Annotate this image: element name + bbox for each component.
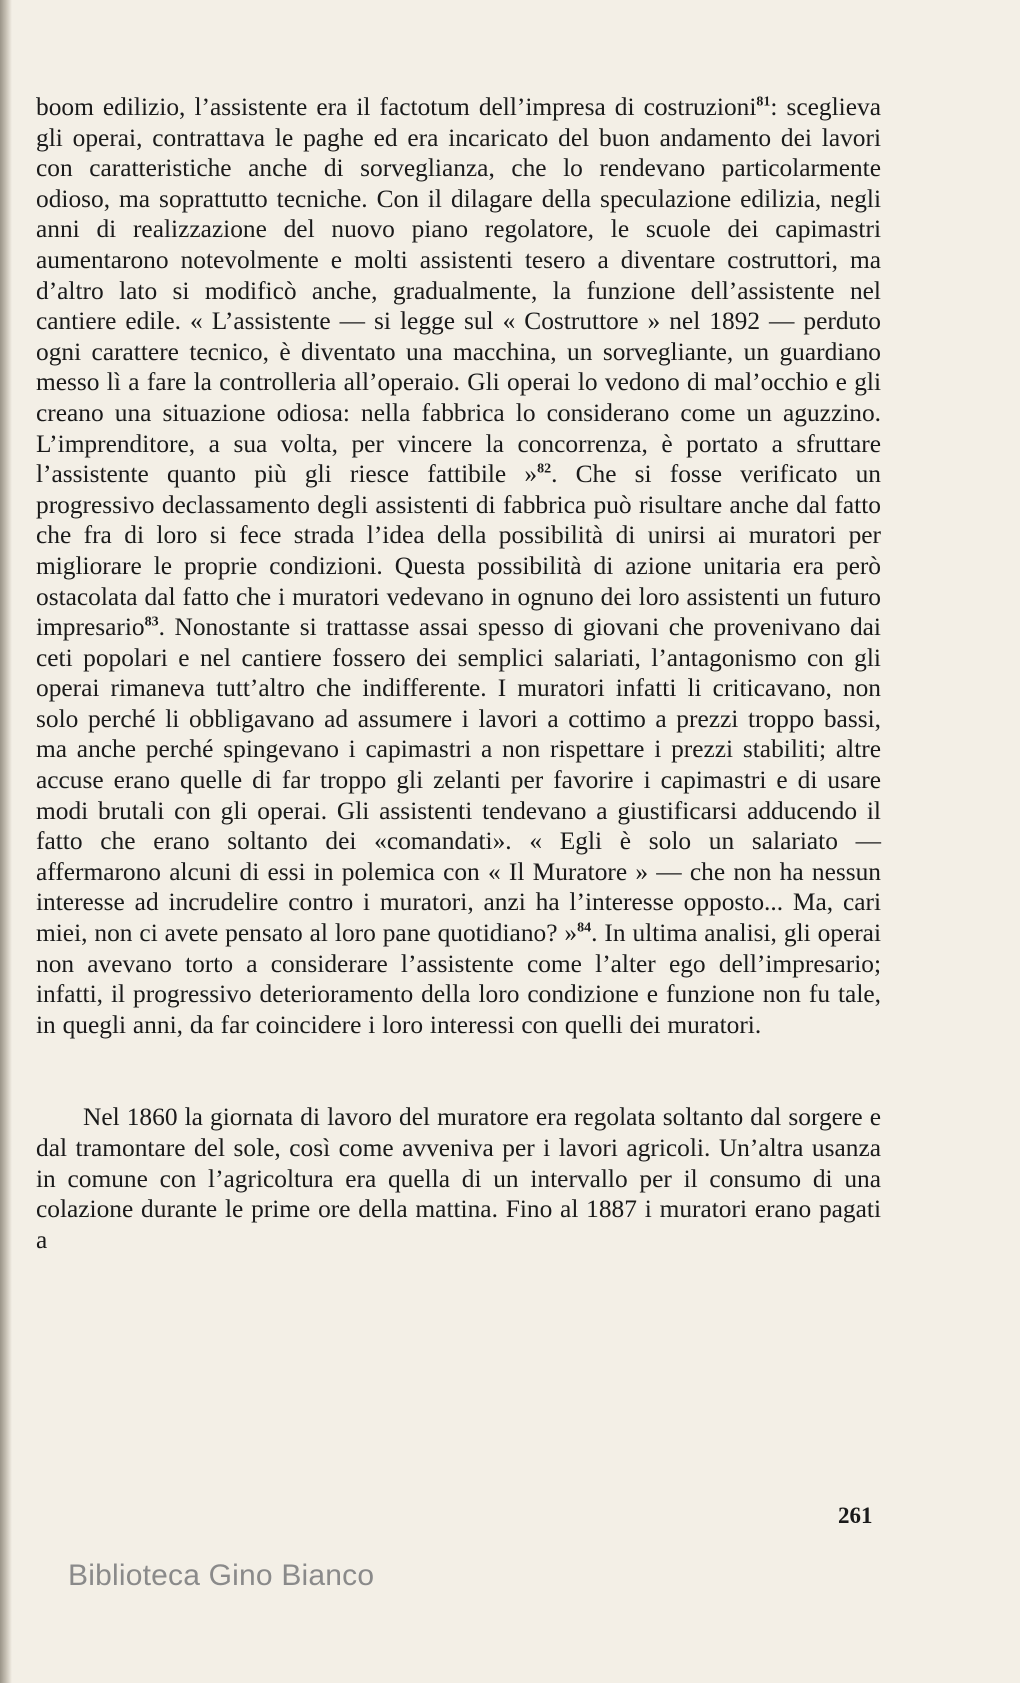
paragraph-1-text-c: . Che si fosse verificato un progressivo declassamento degli assistenti di fabbrica può risultare anche dal fatto che fra di loro si fece strada l’idea della possibilità di unirsi ai muratori per migliorare le proprie condizioni. Questa possibilità di azione unitaria era però ostacolata dal fatto che i muratori vedevano in ognuno dei loro assistenti un futuro impresario	[36, 460, 881, 642]
page-body	[36, 92, 881, 1255]
page-number: 261	[838, 1503, 873, 1528]
library-watermark: Biblioteca Gino Bianco	[68, 1559, 375, 1592]
footnote-ref-84: 84	[577, 920, 592, 936]
footnote-ref-82: 82	[537, 461, 552, 477]
paragraph-1-text-b: : sceglieva gli operai, contrattava le paghe ed era incaricato del buon andamento dei lavori con caratteristiche anche di sorveglianza, che lo rendevano particolarmente odioso, ma soprattutto tecniche. Con il dilagare della speculazione edilizia, negli anni di realizzazione del nuovo piano regolatore, le scuole dei capimastri aumentarono notevolmente e molti assistenti tesero a diventare costruttori, ma d’altro lato si modificò anche, gradualmente, la funzione dell’assistente nel cantiere edile. « L’assistente — si legge sul « Costruttore » nel 1892 — perduto ogni carattere tecnico, è diventato una macchina, un sorvegliante, un guardiano messo lì a fare la controlleria all’operaio. Gli operai lo vedono di mal’occhio e gli creano una situazione odiosa: nella fabbrica lo considerano come un aguzzino. L’imprenditore, a sua volta, per vincere la concorrenza, è portato a sfruttare l’assistente quanto più gli riesce fattibile »	[36, 93, 881, 489]
paragraph-1-text-d: . Nonostante si trattasse assai spesso di giovani che provenivano dai ceti popolari e nel cantiere fossero dei semplici salariati, l’antagonismo con gli operai rimaneva tutt’altro che indifferente. I muratori infatti li criticavano, non solo perché li obbligavano ad assumere i lavori a cottimo a prezzi troppo bassi, ma anche perché spingevano i capimastri a non rispettare i prezzi stabiliti; altre accuse erano quelle di far troppo gli zelanti per favorire i capimastri e di usare modi brutali con gli operai. Gli assistenti tendevano a giustificarsi adducendo il fatto che erano soltanto dei «comandati». « Egli è solo un salariato — affermarono alcuni di essi in polemica con « Il Muratore » — che non ha nessun interesse ad incrudelire contro i muratori, anzi ha l’interesse opposto... Ma, cari miei, non ci avete pensato al loro pane quotidiano? »	[36, 613, 881, 948]
paragraph-1-text-a: boom edilizio, l’assistente era il factotum dell’impresa di costruzioni	[36, 93, 757, 121]
scan-edge-shadow	[0, 0, 12, 1683]
footnote-ref-81: 81	[756, 94, 771, 110]
paragraph-1-text-e: . In ultima analisi, gli operai non avevano torto a considerare l’assistente come l’alter ego dell’impresario; infatti, il progressivo deterioramento della loro condizione e funzione non fu tale, in quegli anni, da far coincidere i loro interessi con quelli dei muratori.	[36, 919, 882, 1039]
footnote-ref-83: 83	[144, 614, 159, 630]
paragraph-1	[36, 92, 881, 1040]
paragraph-2: Nel 1860 la giornata di lavoro del muratore era regolata soltanto dal sorgere e dal tramontare del sole, così come avveniva per i lavori agricoli. Un’altra usanza in comune con l’agricoltura era quella di un intervallo per il consumo di una colazione durante le prime ore della mattina. Fino al 1887 i muratori erano pagati a	[36, 1103, 881, 1254]
